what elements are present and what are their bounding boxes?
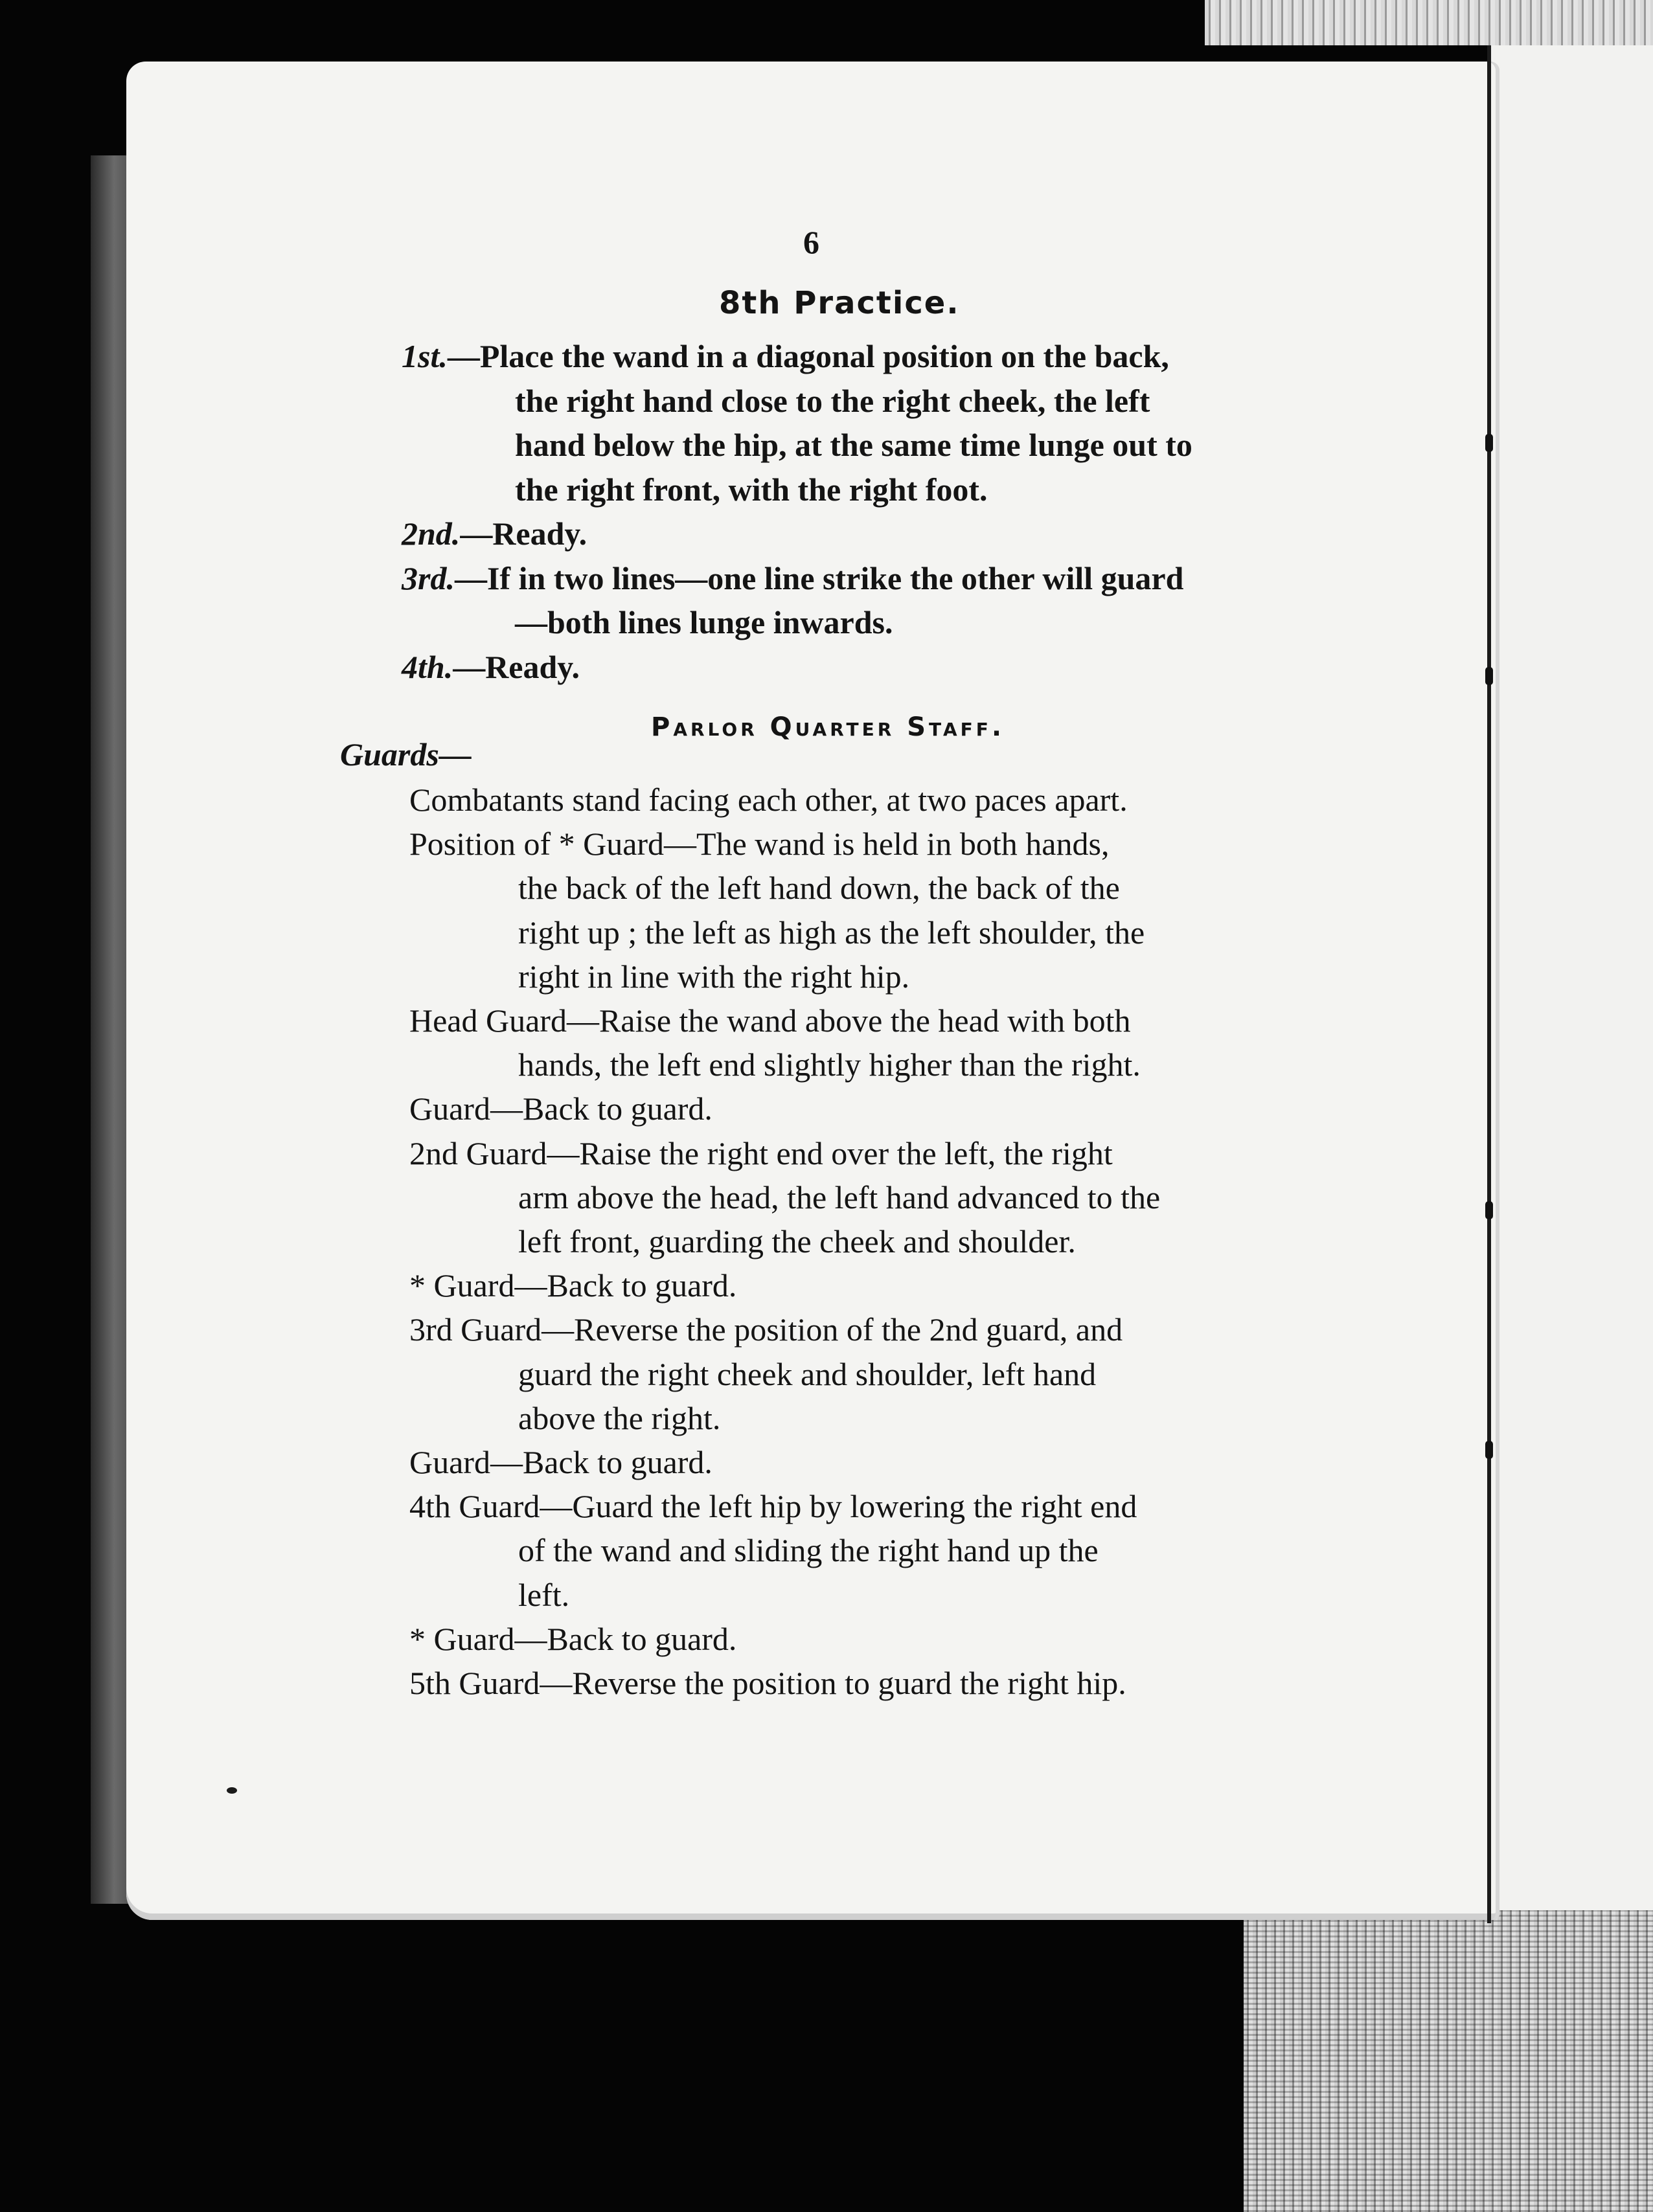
- quarter-staff-title: Parlor Quarter Staff.: [651, 712, 1005, 742]
- guard-entry-line: Guard—Back to guard.: [409, 1444, 712, 1480]
- guard-entry-continuation: left.: [518, 1576, 570, 1613]
- step-number: 3rd.: [402, 559, 455, 596]
- guard-entry-line: Position of * Guard—The wand is held in both hands,: [409, 826, 1110, 863]
- step-dash: —: [454, 559, 487, 596]
- guard-entry-line: 2nd Guard—Raise the right end over the left, the right: [409, 1134, 1113, 1171]
- practice-step-line: [402, 514, 587, 553]
- page-number: 6: [803, 224, 821, 260]
- practice-step-line: [402, 648, 580, 686]
- practice-title: 8th Practice.: [719, 285, 960, 321]
- guard-entry-continuation: arm above the head, the left hand advanced to the: [518, 1179, 1161, 1215]
- guard-entry-continuation: left front, guarding the cheek and shoulder.: [518, 1223, 1076, 1259]
- step-dash: —: [453, 648, 486, 685]
- guard-entry-continuation: the back of the left hand down, the back of the: [518, 870, 1120, 907]
- step-dash: —: [460, 515, 493, 552]
- practice-step-continuation: the right hand close to the right cheek, the left: [515, 382, 1150, 419]
- practice-step-line: [402, 337, 1169, 376]
- practice-step-continuation: the right front, with the right foot.: [515, 471, 988, 508]
- step-text: Place the wand in a diagonal position on the back,: [479, 338, 1169, 374]
- guard-entry-line: 5th Guard—Reverse the position to guard the right hip.: [409, 1665, 1126, 1701]
- guard-entry-continuation: of the wand and sliding the right hand up the: [518, 1532, 1099, 1569]
- guard-entry-continuation: hands, the left end slightly higher than the right.: [518, 1046, 1141, 1083]
- guard-entry-continuation: right in line with the right hip.: [518, 958, 910, 995]
- step-number: 1st.: [402, 338, 448, 374]
- step-number: 4th.: [402, 648, 453, 685]
- step-number: 2nd.: [402, 515, 461, 552]
- step-text: If in two lines—one line strike the other will guard: [486, 559, 1184, 596]
- guard-entry-continuation: right up ; the left as high as the left shoulder, the: [518, 914, 1145, 951]
- guard-entry-line: Combatants stand facing each other, at two paces apart.: [409, 782, 1128, 818]
- guard-entry-line: Guard—Back to guard.: [409, 1090, 712, 1127]
- guard-entry-line: 3rd Guard—Reverse the position of the 2nd guard, and: [409, 1311, 1123, 1348]
- practice-step-continuation: —both lines lunge inwards.: [515, 604, 893, 640]
- step-dash: —: [447, 338, 480, 374]
- guards-heading: Guards—: [340, 736, 472, 773]
- step-text: Ready.: [485, 648, 580, 685]
- guard-entry-line: * Guard—Back to guard.: [409, 1267, 737, 1304]
- practice-step-line: [402, 559, 1183, 598]
- guard-entry-continuation: above the right.: [518, 1399, 721, 1436]
- guard-entry-continuation: guard the right cheek and shoulder, left hand: [518, 1355, 1097, 1392]
- guard-entry-line: 4th Guard—Guard the left hip by lowering the right end: [409, 1488, 1137, 1525]
- practice-step-continuation: hand below the hip, at the same time lunge out to: [515, 427, 1192, 463]
- guard-entry-line: * Guard—Back to guard.: [409, 1620, 737, 1657]
- step-text: Ready.: [492, 515, 587, 552]
- guard-entry-line: Head Guard—Raise the wand above the head with both: [409, 1002, 1131, 1039]
